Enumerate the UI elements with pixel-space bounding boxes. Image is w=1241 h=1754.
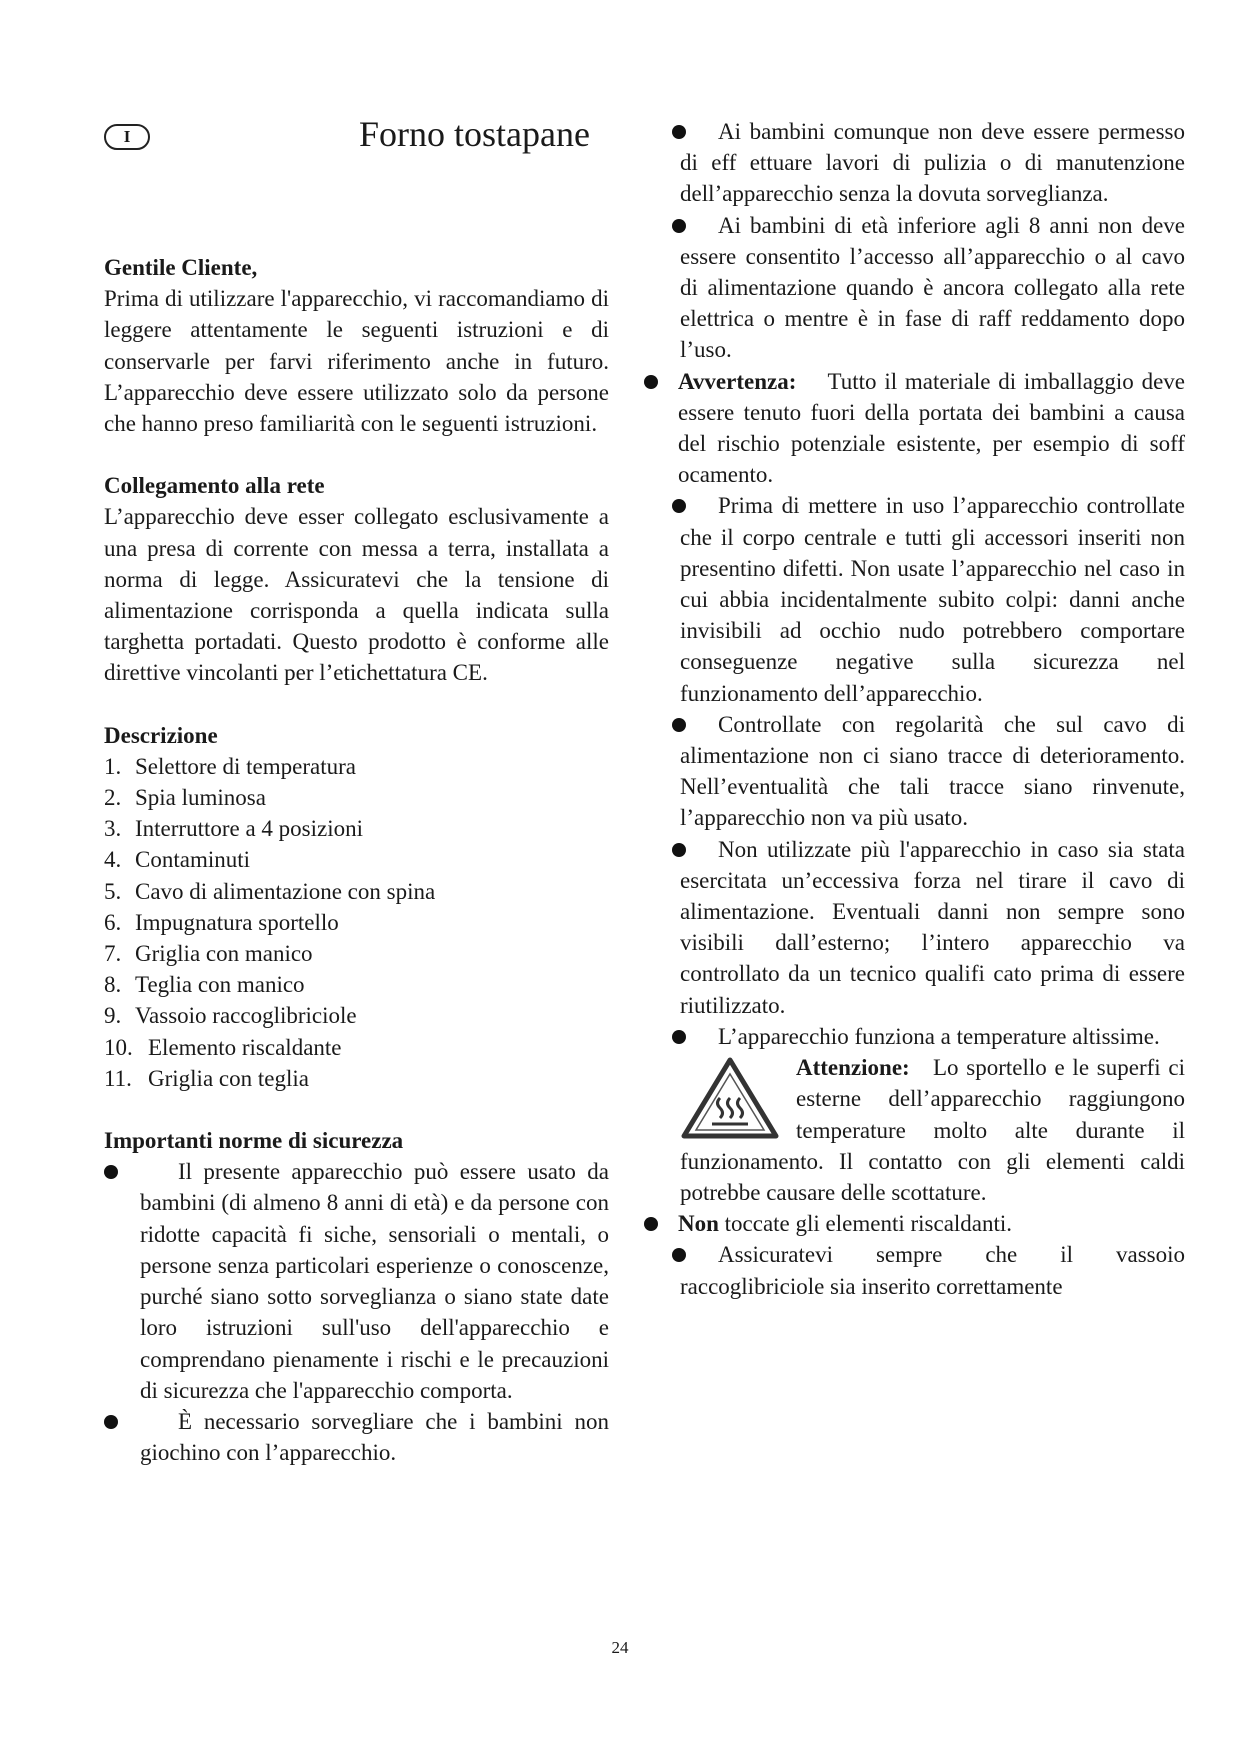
bullet-icon (672, 1248, 686, 1262)
bullet-icon (672, 718, 686, 732)
list-item: Controllate con regolarità che sul cavo di alimentazione non ci siano tracce di deterioramento. Nell’eventualità che tali tracce siano rinvenute, l’apparecchio non va più usato. (650, 709, 1185, 834)
caution-label: Attenzione: (796, 1055, 910, 1081)
list-item: 1. Selettore di temperatura (104, 753, 356, 779)
safety-list-left (104, 1156, 609, 1468)
warning-label: Avvertenza: (678, 368, 797, 394)
list-item: 10. Elemento riscaldante (104, 1034, 342, 1060)
bullet-icon (104, 1165, 118, 1179)
warning-text: Tutto il materiale di imballaggio deve essere tenuto fuori della portata dei bambini a causa del rischio potenziale esistente, per esempio di soff ocamento. (678, 368, 1186, 488)
warning-item (650, 366, 1185, 491)
bullet-icon (672, 125, 686, 139)
page-title: Forno tostapane (359, 114, 590, 154)
list-item: L’apparecchio funziona a temperature altissime. (650, 1021, 1185, 1052)
safety-list-right (650, 116, 1185, 1052)
connection-text: L’apparecchio deve esser collegato esclusivamente a una presa di corrente con messa a terra, installata a norma di legge. Assicuratevi che la tensione di alimentazione corrisponda a quella indicata sulla targhetta portadati. Questo prodotto è conforme alle direttive vincolanti per l’etichettatura CE. (104, 504, 609, 686)
greeting-text: Prima di utilizzare l'apparecchio, vi raccomandiamo di leggere attentamente le seguenti istruzioni e di conservarle per farvi riferimento anche in futuro. L’apparecchio deve essere utilizzato solo da persone che hanno preso familiarità con le seguenti istruzioni. (104, 286, 609, 437)
list-item: È necessario sorvegliare che i bambini non giochino con l’apparecchio. (140, 1406, 609, 1468)
list-item: 5. Cavo di alimentazione con spina (104, 878, 436, 904)
bullet-icon (672, 219, 686, 233)
bullet-icon (644, 375, 658, 389)
list-item: Assicuratevi sempre che il vassoio raccoglibriciole sia inserito correttamente (650, 1239, 1185, 1301)
list-item: Il presente apparecchio può essere usato da bambini (di almeno 8 anni di età) e da persone con ridotte capacità fi siche, sensoriali o mentali, o persone senza particolari esperienze o conoscenze, purché siano sotto sorveglianza o siano state date loro istruzioni sull'uso dell'apparecchio e comprendano pienamente i rischi e le precauzioni di sicurezza che l'apparecchio comporta. (140, 1156, 609, 1406)
list-item: Non utilizzate più l'apparecchio in caso sia stata esercitata un’eccessiva forza nel tirare il cavo di alimentazione. Eventuali danni non sempre sono visibili dall’esterno; l’intero apparecchio va controllato da un tecnico qualifi cato prima di essere riutilizzato. (650, 834, 1185, 1021)
safety-list-right-end (650, 1208, 1185, 1302)
list-item: 7. Griglia con manico (104, 941, 313, 967)
bullet-icon (644, 1217, 658, 1231)
caution-text: Lo sportello e le superfi ci esterne dell’apparecchio raggiungono temperature molto alte durante il funzionamento. Il contatto con gli elementi caldi potrebbe causare delle scottature. (680, 1055, 1185, 1205)
safety-section (104, 1125, 609, 1468)
bullet-icon (672, 1030, 686, 1044)
page-number: 24 (611, 1638, 629, 1657)
list-item: Ai bambini comunque non deve essere permesso di eff ettuare lavori di pulizia o di manutenzione dell’apparecchio senza la dovuta sorveglianza. (650, 116, 1185, 210)
connection-section (104, 470, 609, 688)
connection-heading: Collegamento alla rete (104, 473, 325, 499)
list-item: 4. Contaminuti (104, 847, 250, 873)
description-section (104, 720, 609, 1094)
hot-surface-warning-icon (680, 1056, 780, 1140)
list-item: 11. Griglia con teglia (104, 1065, 309, 1091)
greeting-section (104, 252, 609, 439)
safety-heading: Importanti norme di sicurezza (104, 1128, 404, 1154)
left-column (104, 252, 609, 1468)
bullet-icon (104, 1415, 118, 1429)
bullet-icon (672, 843, 686, 857)
bullet-icon (672, 499, 686, 513)
list-item: 8. Teglia con manico (104, 972, 305, 998)
list-item: Prima di mettere in uso l’apparecchio controllate che il corpo centrale e tutti gli accessori inseriti non presentino difetti. Non usate l’apparecchio nel caso in cui abbia incidentalmente subito colpi: danni anche invisibili ad occhio nudo potrebbero comportare conseguenze negative sulla sicurezza nel funzionamento dell’apparecchio. (650, 490, 1185, 708)
language-badge: I (104, 124, 150, 150)
list-item: 3. Interruttore a 4 posizioni (104, 816, 364, 842)
list-item: 9. Vassoio raccoglibriciole (104, 1003, 357, 1029)
list-item: 6. Impugnatura sportello (104, 909, 339, 935)
greeting-heading: Gentile Cliente, (104, 255, 258, 280)
description-heading: Descrizione (104, 722, 218, 748)
caution-block (650, 1052, 1185, 1208)
list-item: Ai bambini di età inferiore agli 8 anni non deve essere consentito l’accesso all’apparecchio o al cavo di alimentazione quando è ancora collegato alla rete elettrica o mentre è in fase di raff reddamento dopo l’uso. (650, 210, 1185, 366)
list-item: 2. Spia luminosa (104, 785, 266, 811)
description-list (104, 751, 609, 1094)
no-touch-item: Non toccate gli elementi riscaldanti. (650, 1208, 1185, 1239)
right-column (650, 116, 1185, 1302)
